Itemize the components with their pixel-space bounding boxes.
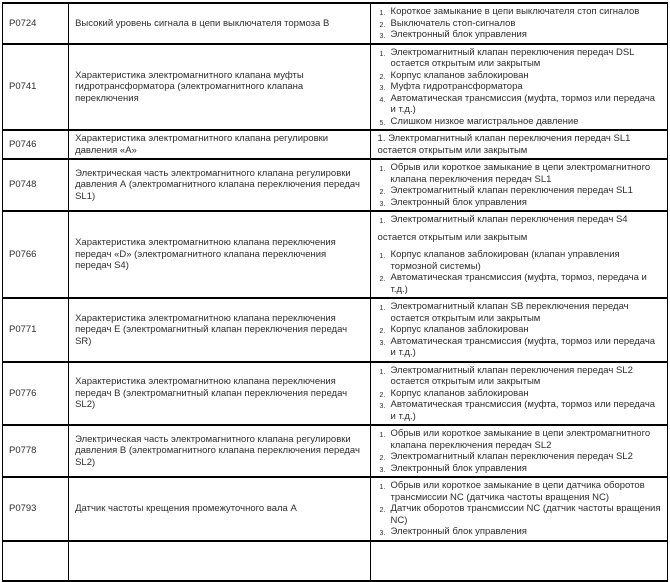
causes-list: [377, 480, 661, 538]
dtc-table-body: [3, 3, 668, 581]
cause-item: Корпус клапанов заблокирован (клапан управления тормозной системы): [390, 249, 620, 272]
causes-list: [377, 162, 661, 208]
cause-item: Корпус клапанов заблокирован: [390, 387, 529, 399]
dtc-code-cell: [3, 425, 69, 477]
table-row: [3, 44, 668, 131]
cause-item: Автоматическая трансмиссия (муфта, тормоз или передача и т.д.): [390, 399, 656, 422]
table-row: [3, 425, 668, 477]
dtc-description-cell: [69, 362, 370, 426]
table-row: [3, 159, 668, 211]
cause-text: остается открытым или закрытым: [377, 231, 528, 243]
dtc-description: Характеристика электромагнитною клапана переключения передач В (электромагнитный клапан переключения передач SL2): [75, 376, 348, 410]
dtc-description: Характеристика электромагнитною клапана переключения передач «D» (электромагнитного клапана переключения передач S4): [75, 237, 336, 272]
cause-item: Корпус клапанов заблокирован: [390, 324, 529, 335]
causes-list: [377, 428, 661, 474]
table-row-partial: [3, 541, 668, 581]
table-row: [3, 362, 668, 426]
dtc-code-cell: [3, 211, 69, 298]
cause-item: Электронный блок управления: [390, 196, 527, 208]
dtc-description-cell: [69, 44, 370, 131]
dtc-causes-cell: [370, 362, 667, 426]
dtc-code: P0766: [9, 248, 37, 260]
dtc-causes-cell: [370, 425, 667, 477]
dtc-code-cell: [3, 477, 69, 541]
dtc-description: Характеристика электромагнитного клапана регулировки давления «А»: [75, 133, 329, 156]
causes-list: [377, 365, 661, 423]
dtc-code: P0724: [9, 17, 37, 29]
dtc-description-cell: [69, 211, 370, 298]
cause-item: Электромагнитный клапан переключения передач SL1: [390, 185, 633, 196]
causes-list: [377, 47, 661, 128]
dtc-description-cell: [69, 477, 370, 541]
causes-list: [377, 6, 661, 41]
cause-item: Автоматическая трансмиссия (муфта, тормоз или передача и т.д.): [390, 335, 656, 358]
dtc-code: P0778: [9, 445, 37, 457]
dtc-description-cell: [69, 3, 370, 44]
dtc-description-cell: [69, 298, 370, 362]
cause-item: Обрыв или короткое замыкание в цепи электромагнитного клапана переключения передач SL1: [390, 162, 651, 185]
cause-item: Обрыв или короткое замыкание в цепи датчика оборотов трансмиссии NC (датчика частоты вращения NC): [390, 480, 645, 503]
cause-item: Автоматическая трансмиссия (муфта, тормоз или передача и т.д.): [390, 92, 656, 115]
cause-item: Электронный блок управления: [390, 29, 527, 40]
dtc-code-cell: [3, 3, 69, 44]
dtc-causes-cell: [370, 44, 667, 131]
dtc-code-cell: [3, 130, 69, 159]
dtc-code: P0793: [9, 503, 37, 514]
dtc-description-cell: [69, 425, 370, 477]
dtc-code: P0748: [9, 179, 37, 191]
cause-item: Короткое замыкание в цепи выключателя стоп сигналов: [390, 6, 640, 17]
dtc-description: Характеристика электромагнитного клапана муфты гидротрансформатора (электромагнитного клапана переключения: [75, 69, 304, 104]
dtc-code: P0746: [9, 138, 37, 150]
dtc-description: Электрическая часть электромагнитного клапана регулировки давления А (электромагнитного клапана переключения передач SL1): [75, 167, 360, 202]
dtc-description-cell: [69, 130, 370, 159]
cause-item: Электромагнитный клапан SB переключения передач остается открытым или закрытым: [390, 301, 629, 324]
dtc-codes-table-page: [0, 2, 670, 537]
dtc-code: P0776: [9, 387, 37, 399]
cause-item: Датчик оборотов трансмиссии NC (датчик частоты вращения NC): [390, 503, 661, 526]
causes-list: [377, 249, 661, 295]
dtc-code-cell: [3, 298, 69, 362]
causes-list: [377, 301, 661, 359]
cause-item: Корпус клапанов заблокирован: [390, 69, 529, 81]
dtc-causes-cell: [370, 3, 667, 44]
dtc-description: Характеристика электромагнитною клапана переключения передач Е (электромагнитный клапан переключения передач SR): [75, 312, 348, 347]
cause-item: Электромагнитный клапан переключения передач SL2 остается открытым или закрытым: [390, 364, 633, 387]
dtc-causes-cell: [370, 211, 667, 298]
table-row: [3, 211, 668, 298]
dtc-causes-cell: [370, 159, 667, 211]
cause-item: Слишком низкое магистральное давление: [390, 115, 579, 127]
table-row: [3, 3, 668, 44]
cause-item: Электронный блок управления: [390, 462, 527, 474]
dtc-code-cell: [3, 362, 69, 426]
dtc-causes-cell: [370, 130, 667, 159]
causes-list: [377, 214, 661, 226]
dtc-code-cell: [3, 541, 69, 581]
table-row: [3, 298, 668, 362]
cause-item: Выключатель стоп-сигналов: [390, 17, 516, 29]
dtc-code: P0741: [9, 81, 37, 92]
dtc-causes-cell: [370, 477, 667, 541]
dtc-causes-cell: [370, 541, 667, 581]
table-row: [3, 130, 668, 159]
dtc-causes-cell: [370, 298, 667, 362]
cause-text: 1. Электромагнитный клапан переключения передач SL1 остается открытым или закрытым: [377, 133, 631, 156]
dtc-code: P0771: [9, 324, 37, 335]
cause-item: Электронный блок управления: [390, 526, 527, 537]
cause-item: Электромагнитный клапан переключения передач S4: [390, 214, 628, 225]
dtc-description: Высокий уровень сигнала в цепи выключателя тормоза В: [75, 17, 330, 29]
dtc-code-cell: [3, 159, 69, 211]
cause-item: Электромагнитный клапан переключения передач SL2: [390, 451, 633, 462]
cause-item: Электромагнитный клапан переключения передач DSL остается открытым или закрытым: [390, 46, 635, 69]
cause-item: Муфта гидротрансформатора: [390, 81, 523, 92]
cause-item: Автоматическая трансмиссия (муфта, тормоз, передача и т.д.): [390, 272, 647, 295]
dtc-code-cell: [3, 44, 69, 131]
dtc-description: Датчик частоты крещения промежуточного вала А: [75, 503, 297, 514]
dtc-description-cell: [69, 159, 370, 211]
dtc-description: Электрическая часть электромагнитного клапана регулировки давления В (электромагнитного клапана переключения передач SL2): [75, 433, 360, 468]
dtc-table: [2, 2, 668, 582]
dtc-description-cell: [69, 541, 370, 581]
cause-item: Обрыв или короткое замыкание в цепи электромагнитного клапана переключения передач SL2: [390, 428, 651, 451]
table-row: [3, 477, 668, 541]
